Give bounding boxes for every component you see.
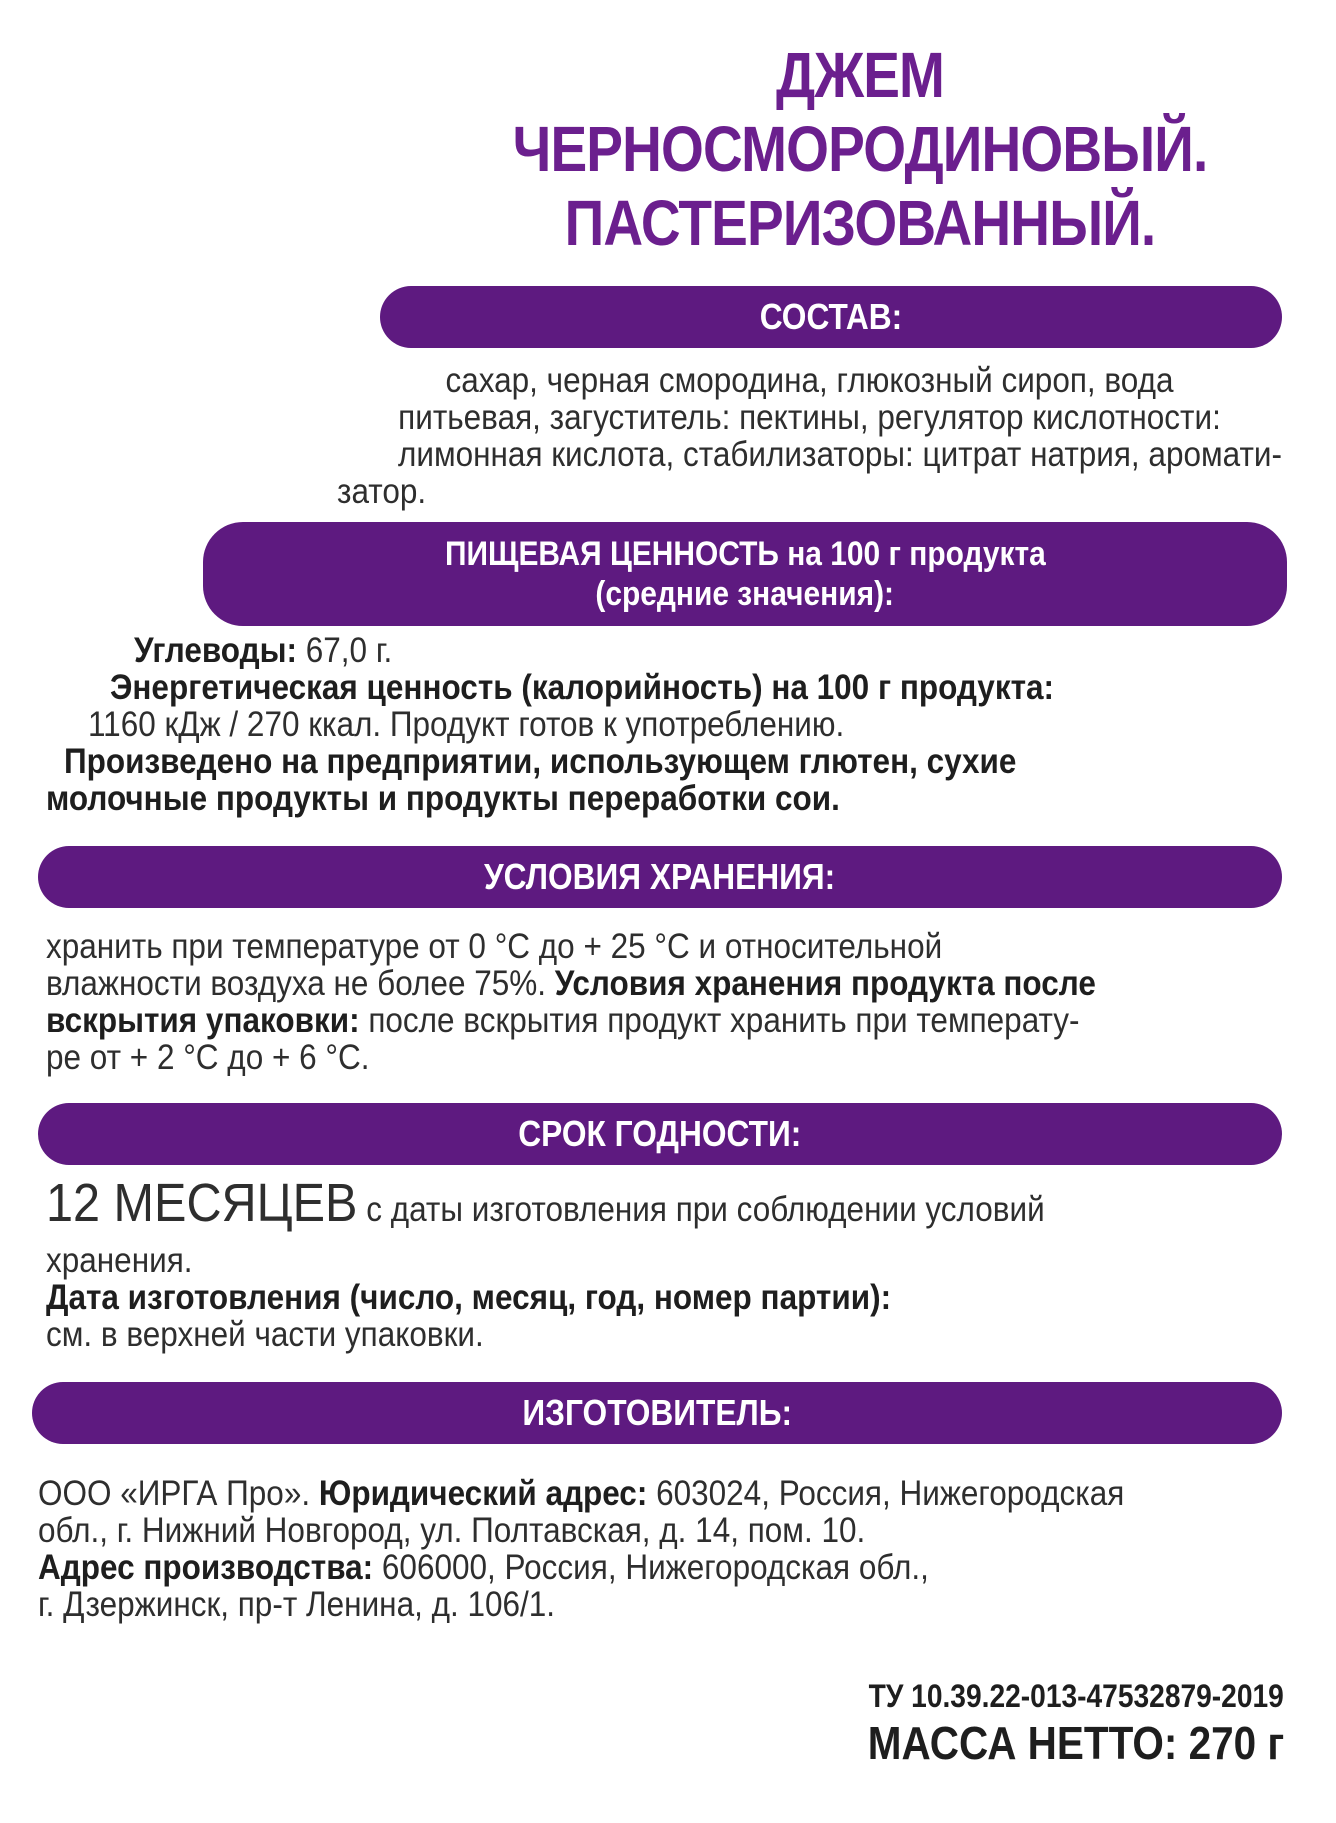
manufacturer-line-2: обл., г. Нижний Новгород, ул. Полтавская, д. 14, пом. 10. (38, 1511, 866, 1550)
shelf-life-row (46, 1173, 1045, 1233)
nutrition-header (203, 522, 1287, 626)
shelf-life-rest: с даты изготовления при соблюдении условий (357, 1190, 1045, 1229)
storage-line-2-bold: Условия хранения продукта после (554, 964, 1096, 1003)
carbs-label: Углеводы: (134, 631, 298, 670)
product-title-line-3: ПАСТЕРИЗОВАННЫЙ. (564, 187, 1156, 259)
storage-header (38, 846, 1282, 908)
allergen-line-2 (46, 780, 840, 817)
manufacturer-name: ООО «ИРГА Про». (38, 1474, 319, 1513)
energy-label-text: Энергетическая ценность (калорийность) на 100 г продукта: (110, 668, 1055, 707)
legal-address-value: 603024, Россия, Нижегородская (647, 1474, 1125, 1513)
storage-line-3-bold: вскрытия упаковки: (46, 1001, 360, 1040)
product-title-line-2: ЧЕРНОСМОРОДИНОВЫЙ. (512, 113, 1208, 185)
storage-line-4: ре от + 2 °С до + 6 °С. (46, 1038, 370, 1077)
product-title-line-1: ДЖЕМ (775, 39, 945, 111)
allergen-line-1 (64, 743, 1016, 780)
composition-line-3: лимонная кислота, стабилизаторы: цитрат натрия, аромати- (397, 435, 1282, 474)
energy-label (110, 669, 1054, 706)
manufacturer-line-3 (38, 1549, 1124, 1586)
manufacturer-text (38, 1475, 1124, 1623)
shelf-life-period: 12 МЕСЯЦЕВ (46, 1173, 358, 1233)
composition-line-4: затор. (337, 472, 427, 511)
composition-header-text: СОСТАВ: (759, 296, 903, 337)
production-address-label: Адрес производства: (38, 1548, 374, 1587)
tu-code: ТУ 10.39.22-013-47532879-2019 (868, 1678, 1284, 1714)
shelf-life-header (38, 1103, 1282, 1165)
manufacturer-header-text: ИЗГОТОВИТЕЛЬ: (522, 1392, 792, 1433)
nutrition-header-line-1: ПИЩЕВАЯ ЦЕННОСТЬ на 100 г продукта (444, 535, 1046, 573)
carbs-row (134, 632, 392, 669)
product-title (482, 38, 1239, 260)
storage-text (46, 928, 1096, 1076)
composition-line-2: питьевая, загуститель: пектины, регулятор кислотности: (398, 398, 1221, 437)
storage-header-text: УСЛОВИЯ ХРАНЕНИЯ: (484, 856, 836, 897)
nutrition-header-line-2: (средние значения): (595, 575, 895, 613)
storage-line-2 (46, 965, 1096, 1002)
carbs-value: 67,0 г. (297, 631, 393, 670)
storage-line-3 (46, 1002, 1096, 1039)
allergen-line-1-text: Произведено на предприятии, использующем глютен, сухие (64, 742, 1017, 781)
legal-address-label: Юридический адрес: (318, 1474, 648, 1513)
manufacturer-line-4: г. Дзержинск, пр-т Ленина, д. 106/1. (38, 1585, 556, 1624)
storage-line-3-normal: после вскрытия продукт хранить при температу- (359, 1001, 1080, 1040)
composition-header (380, 286, 1282, 348)
manufacturer-header (32, 1382, 1282, 1444)
production-date-label-text: Дата изготовления (число, месяц, год, номер партии): (46, 1278, 892, 1317)
storage-line-1: хранить при температуре от 0 °С до + 25 °С и относительной (46, 927, 943, 966)
storage-line-2-normal: влажности воздуха не более 75%. (46, 964, 555, 1003)
production-date-label (46, 1279, 891, 1316)
shelf-life-line-2: хранения. (46, 1241, 193, 1280)
production-address-value: 606000, Россия, Нижегородская обл., (373, 1548, 929, 1587)
shelf-life-header-text: СРОК ГОДНОСТИ: (518, 1113, 802, 1154)
allergen-line-2-text: молочные продукты и продукты переработки сои. (46, 779, 840, 818)
energy-value: 1160 кДж / 270 ккал. Продукт готов к употреблению. (88, 705, 845, 744)
composition-line-1: сахар, черная смородина, глюкозный сироп, вода (445, 361, 1174, 400)
composition-text (337, 362, 1282, 510)
production-date-value: см. в верхней части упаковки. (46, 1315, 484, 1354)
shelf-life-text (46, 1242, 891, 1353)
net-weight: МАССА НЕТТО: 270 г (867, 1717, 1284, 1769)
manufacturer-line-1 (38, 1475, 1124, 1512)
